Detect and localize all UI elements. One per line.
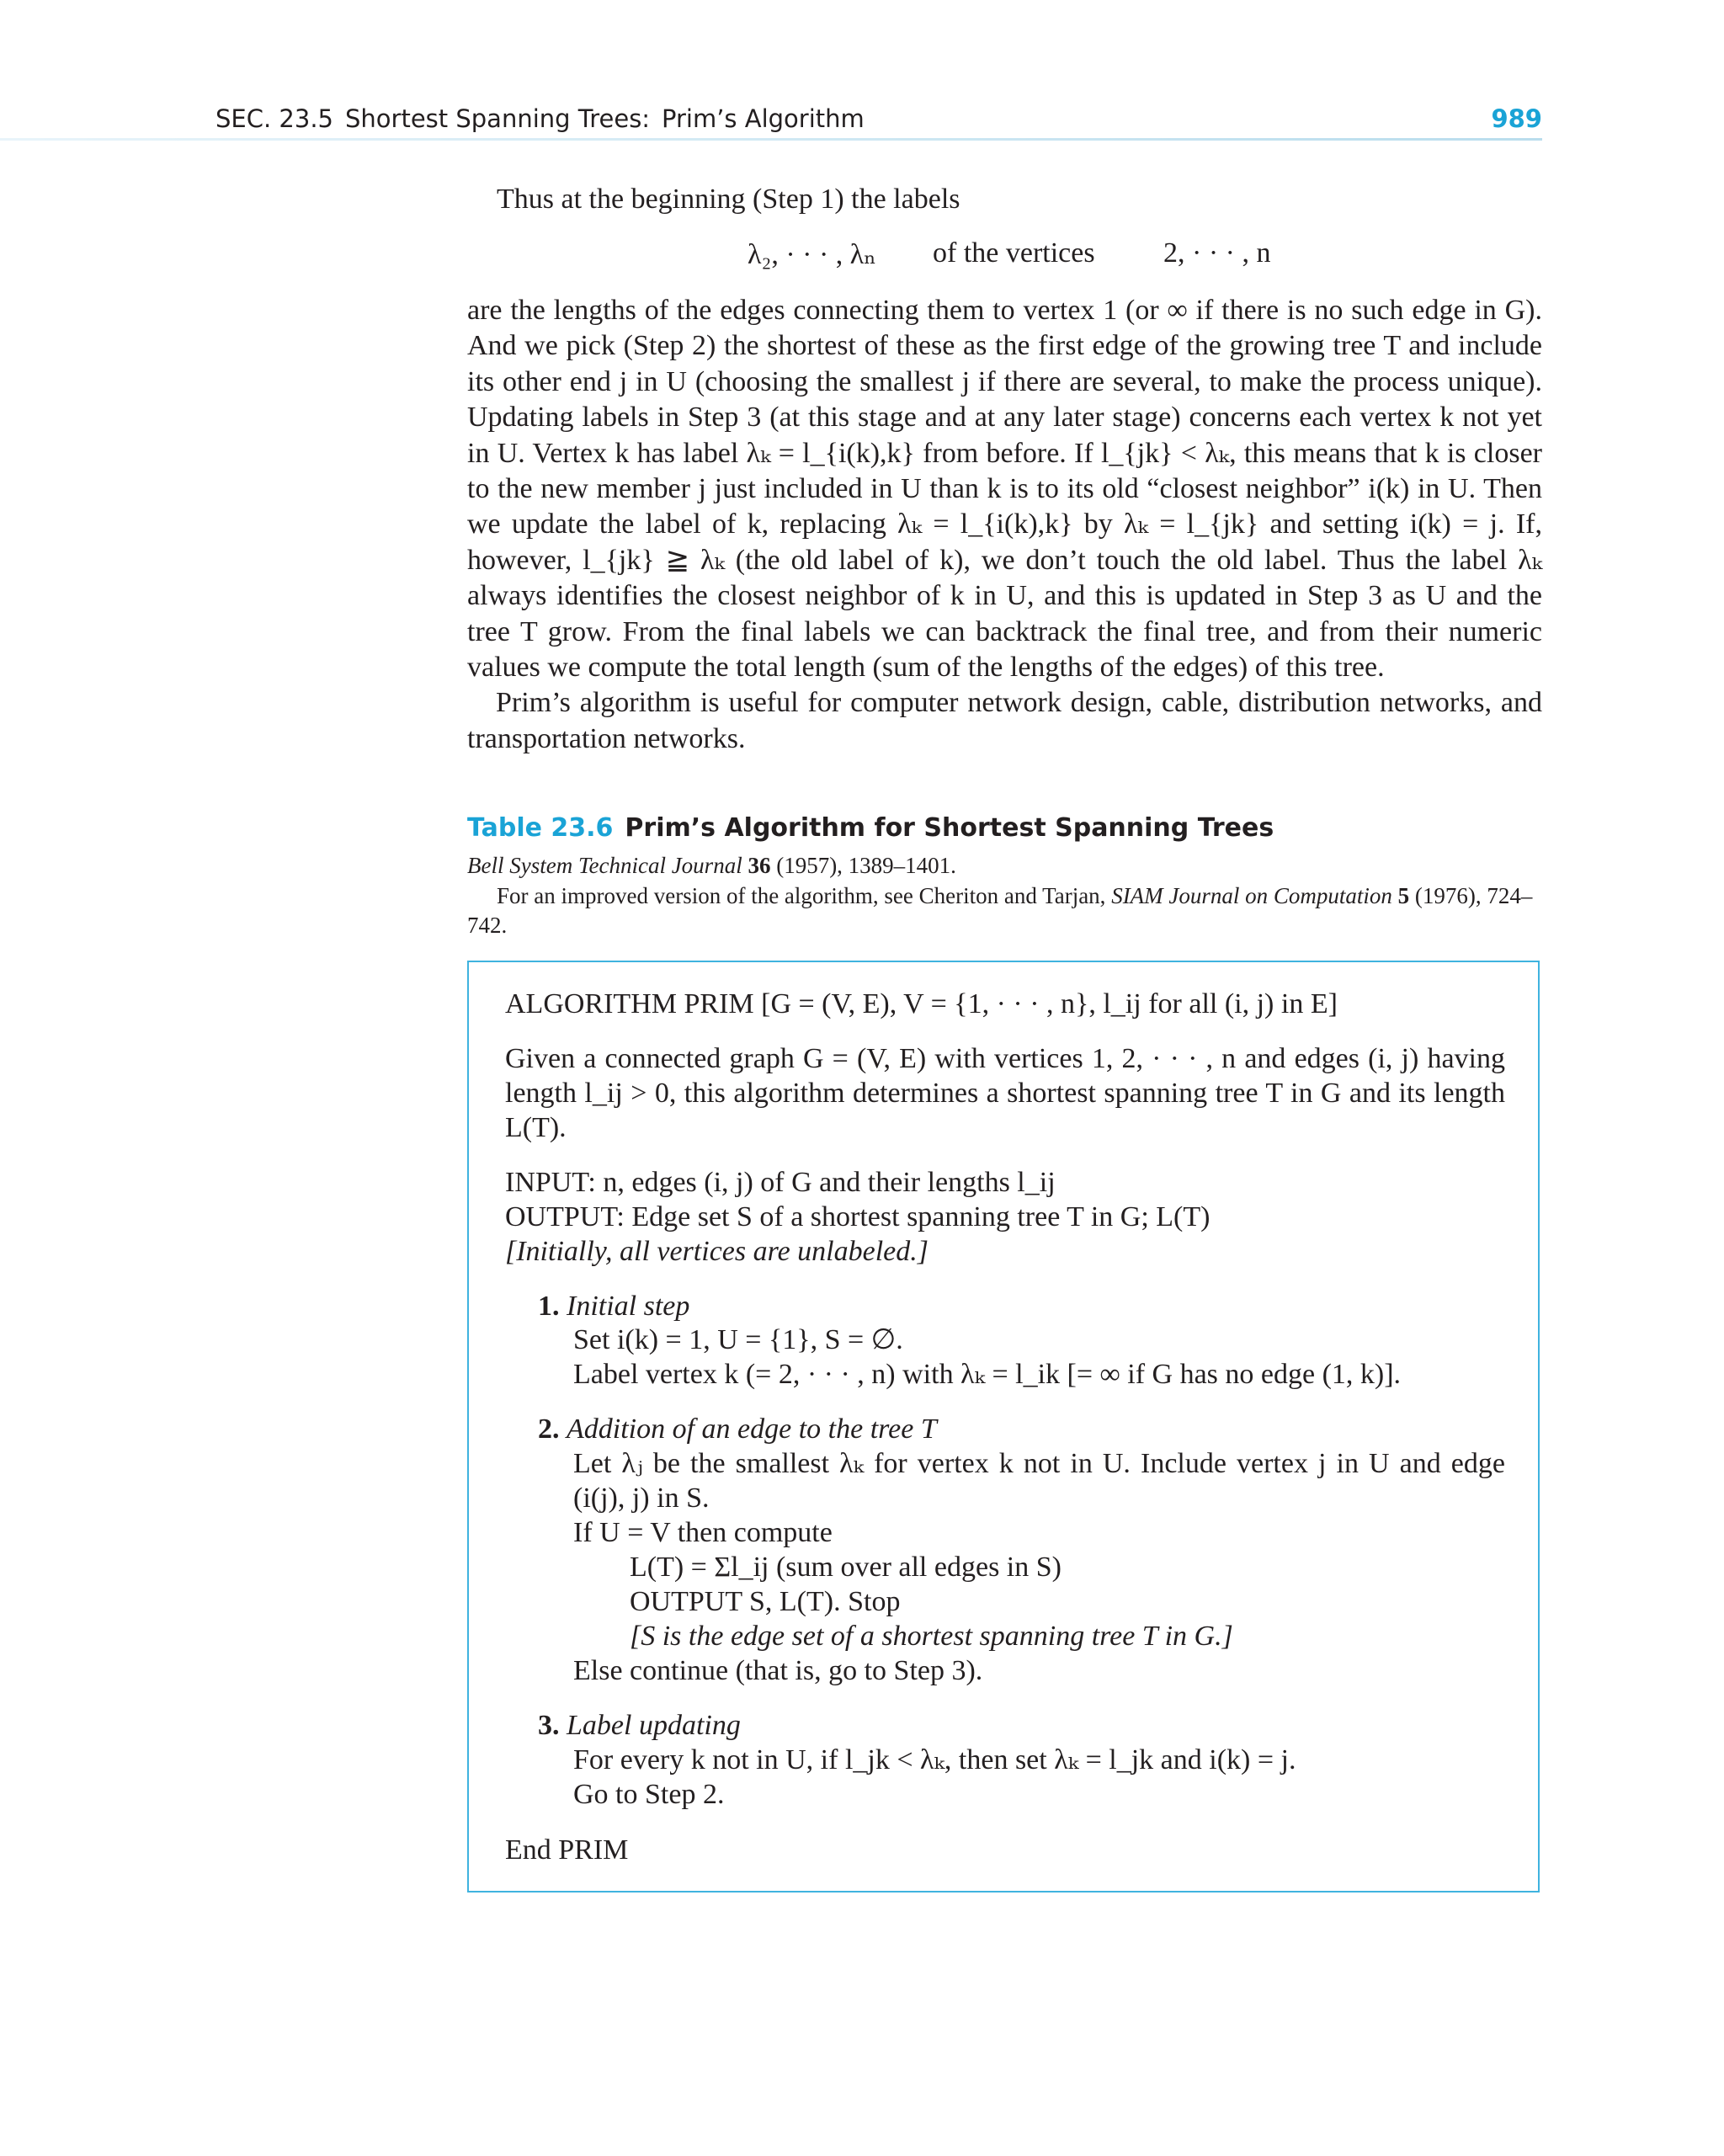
algorithm-initially: [Initially, all vertices are unlabeled.] xyxy=(505,1236,929,1267)
step-3-line-2: Go to Step 2. xyxy=(573,1779,725,1810)
body-text xyxy=(467,293,1542,757)
display-lambdas: λ₂, · · · , λₙ xyxy=(748,239,876,270)
step-2-line-3: L(T) = Σl_ij (sum over all edges in S) xyxy=(630,1552,1062,1583)
step-2-heading xyxy=(538,1413,937,1446)
paragraph-1: are the lengths of the edges connecting them to vertex 1 (or ∞ if there is no such edge in G). And we pick (Step 2) the shortest of these as the first edge of the growing tree T and include its other end j in U (choosing the smallest j if there are several, to make the process unique). Updating labels in Step 3 (at this stage and at any later stage) concerns each vertex k not yet in U. Vertex k has label λₖ = l_{i(k),k} from before. If l_{jk} < λₖ, this means that k is closer to the new member j just included in U than k is to its old “closest neighbor” i(k) in U. Then we update the label of k, replacing λₖ = l_{i(k),k} by λₖ = l_{jk} and setting i(k) = j. If, however, l_{jk} ≧ λₖ (the old label of k), we don’t touch the old label. Thus the label λₖ always identifies the closest neighbor of k in U, and this is updated in Step 3 as U and the tree T grow. From the final labels we can backtrack the final tree, and from their numeric values we compute the total length (sum of the lengths of the edges) of this tree. xyxy=(467,295,1542,684)
section-number: SEC. 23.5 xyxy=(216,104,333,133)
table-caption xyxy=(467,813,1542,843)
display-vertices: 2, · · · , n xyxy=(1163,237,1271,269)
step-2-line-6: Else continue (that is, go to Step 3). xyxy=(573,1655,983,1686)
ref1-rest: (1957), 1389–1401. xyxy=(776,853,956,878)
paragraph-2: Prim’s algorithm is useful for computer network design, cable, distribution networks, and transportation networks. xyxy=(467,687,1542,754)
step-1-title: Initial step xyxy=(567,1291,690,1322)
intro-line: Thus at the beginning (Step 1) the labels xyxy=(497,184,960,215)
ref1-journal: Bell System Technical Journal xyxy=(467,853,742,878)
algorithm-box xyxy=(467,961,1540,1892)
ref2-pre: For an improved version of the algorithm, see Cheriton and Tarjan, xyxy=(497,883,1106,908)
display-mid: of the vertices xyxy=(933,237,1095,269)
step-1-line-1: Set i(k) = 1, U = {1}, S = ∅. xyxy=(573,1324,903,1355)
step-2-line-2: If U = V then compute xyxy=(573,1517,833,1548)
reference-1 xyxy=(467,851,1542,881)
step-3-number: 3. xyxy=(538,1710,560,1741)
step-1-number: 1. xyxy=(538,1291,560,1322)
step-3-heading xyxy=(538,1709,741,1743)
ref2-volume: 5 xyxy=(1397,883,1410,908)
ref1-volume: 36 xyxy=(748,853,771,878)
step-2-title: Addition of an edge to the tree T xyxy=(567,1413,937,1445)
ref2-journal: SIAM Journal on Computation xyxy=(1111,883,1392,908)
header-rule xyxy=(0,138,1542,141)
algorithm-description: Given a connected graph G = (V, E) with vertices 1, 2, · · · , n and edges (i, j) having length l_ij > 0, this algorithm determines a shortest spanning tree T in G and its length L(T). xyxy=(505,1043,1505,1143)
step-1-heading xyxy=(538,1290,689,1323)
reference-2 xyxy=(467,881,1542,940)
algorithm-heading: ALGORITHM PRIM [G = (V, E), V = {1, · · · , n}, l_ij for all (i, j) in E] xyxy=(505,988,1338,1019)
table-label: Table 23.6 xyxy=(467,813,614,843)
step-1-line-2: Label vertex k (= 2, · · · , n) with λₖ = l_ik [= ∞ if G has no edge (1, k)]. xyxy=(573,1359,1402,1390)
page-number: 989 xyxy=(1491,104,1542,133)
step-3-line-1: For every k not in U, if l_jk < λₖ, then set λₖ = l_jk and i(k) = j. xyxy=(573,1744,1296,1775)
section-title: Shortest Spanning Trees: xyxy=(345,104,651,133)
section-subtitle: Prim’s Algorithm xyxy=(662,104,865,133)
algorithm-output: OUTPUT: Edge set S of a shortest spanning tree T in G; L(T) xyxy=(505,1201,1211,1232)
step-2-line-5: [S is the edge set of a shortest spanning tree T in G.] xyxy=(630,1621,1233,1652)
algorithm-input: INPUT: n, edges (i, j) of G and their lengths l_ij xyxy=(505,1167,1056,1198)
table-title: Prim’s Algorithm for Shortest Spanning Trees xyxy=(625,813,1274,843)
step-2-line-1: Let λⱼ be the smallest λₖ for vertex k not in U. Include vertex j in U and edge (i(j), j) in S. xyxy=(573,1448,1505,1514)
ref2-rest: (1976), 724–742. xyxy=(467,883,1533,938)
algorithm-end: End PRIM xyxy=(505,1834,629,1866)
step-2-number: 2. xyxy=(538,1413,560,1445)
step-2-line-4: OUTPUT S, L(T). Stop xyxy=(630,1586,901,1617)
step-3-title: Label updating xyxy=(567,1710,741,1741)
